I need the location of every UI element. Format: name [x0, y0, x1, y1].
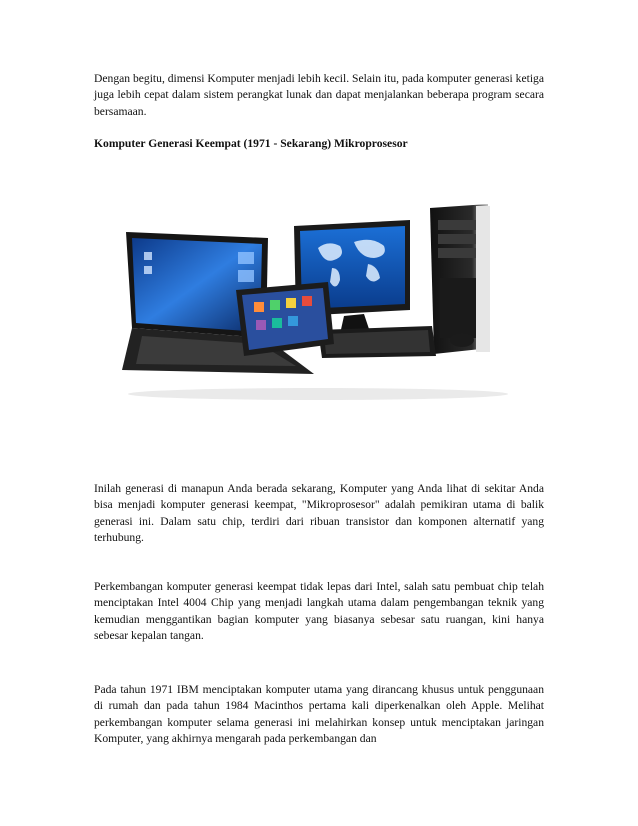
tablet [236, 282, 334, 356]
paragraph-intro: Dengan begitu, dimensi Komputer menjadi lebih kecil. Selain itu, pada komputer generasi ketiga juga lebih cepat dalam sistem perangkat lunak dan dapat menjalankan beberapa program secara bersamaan. [94, 72, 544, 118]
paragraph-ibm-apple: Pada tahun 1971 IBM menciptakan komputer utama yang dirancang khusus untuk penggunaan di rumah dan pada tahun 1984 Macinthos pertama kali diperkenalkan oleh Apple. Melihat perkembangan komputer selama generasi ini melahirkan konsep untuk menciptakan jaringan Komputer, yang akhirnya mengarah pada perkembangan dan [94, 683, 544, 745]
computer-devices-photo [118, 198, 518, 404]
tower-pc [430, 204, 490, 354]
paragraph-intel: Perkembangan komputer generasi keempat tidak lepas dari Intel, salah satu pembuat chip telah menciptakan Intel 4004 Chip yang menjadi langkah utama dalam pengembangan teknik yang kemudian menggantikan bagian komputer yang biasanya sebesar satu ruangan, kini hanya sebesar kepalan tangan. [94, 580, 544, 642]
section-heading: Komputer Generasi Keempat (1971 - Sekarang) Mikroprosesor [94, 137, 408, 150]
paragraph-generation-four: Inilah generasi di manapun Anda berada sekarang, Komputer yang Anda lihat di sekitar Anda bisa menjadi komputer generasi keempat, "Mikroprosesor" adalah pemikiran utama di balik generasi ini. Dalam satu chip, terdiri dari ribuan transistor dan komponen alternatif yang terhubung. [94, 482, 544, 544]
